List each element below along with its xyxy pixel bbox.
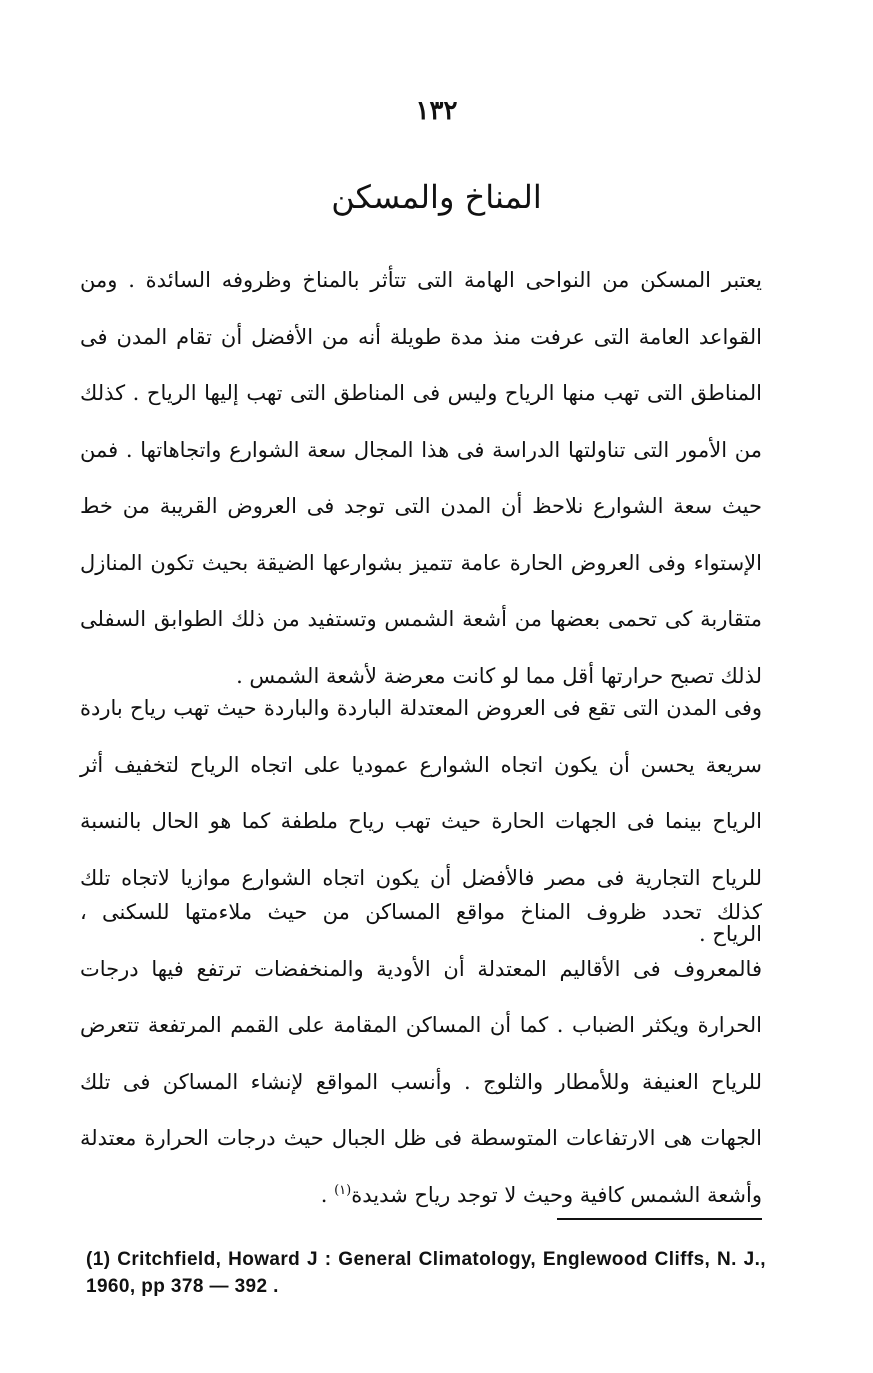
footnote-divider [557, 1218, 762, 1220]
paragraph-text: وفى المدن التى تقع فى العروض المعتدلة الباردة والباردة حيث تهب رياح باردة سريعة يحسن أن يكون اتجاه الشوارع عموديا على اتجاه الرياح لتخفيف أثر الرياح بينما فى الجهات الحارة حيث تهب رياح ملطفة كما هو الحال بالنسبة للرياح التجارية فى مصر فالأفضل أن يكون اتجاه الشوارع موازيا لاتجاه تلك الرياح . [80, 696, 762, 946]
paragraph-housing-sites [80, 884, 762, 1223]
footnote: (1) Critchfield, Howard J : General Climatology, Englewood Cliffs, N. J., 1960, pp 378 — 392 . [86, 1249, 766, 1297]
page-number: ١٣٢ [415, 96, 458, 126]
paragraph-text: كذلك تحدد ظروف المناخ مواقع المساكن من حيث ملاءمتها للسكنى ، فالمعروف فى الأقاليم المعتدلة أن الأودية والمنخفضات ترتفع فيها درجات الحرارة ويكثر الضباب . كما أن المساكن المقامة على القمم المرتفعة تتعرض للرياح العنيفة وللأمطار والثلوج . وأنسب المواقع لإنشاء المساكن فى تلك الجهات هى الارتفاعات المتوسطة فى ظل الجبال حيث درجات الحرارة معتدلة وأشعة الشمس كافية وحيث لا توجد رياح شديدة [80, 900, 762, 1207]
paragraph-text-with-footnote [80, 884, 762, 1223]
paragraph-climate-housing [80, 252, 762, 704]
paragraph-text: يعتبر المسكن من النواحى الهامة التى تتأثر بالمناخ وظروفه السائدة . ومن القواعد العامة التى عرفت منذ مدة طويلة أنه من الأفضل أن تقام المدن فى المناطق التى تهب منها الرياح وليس فى المناطق التى تهب إليها الرياح . كذلك من الأمور التى تناولتها الدراسة فى هذا المجال سعة الشوارع واتجاهاتها . فمن حيث سعة الشوارع نلاحظ أن المدن التى توجد فى العروض القريبة من خط الإستواء وفى العروض الحارة عامة تتميز بشوارعها الضيقة بحيث تكون المنازل متقاربة كى تحمى بعضها من أشعة الشمس وتستفيد من ذلك الطوابق السفلى لذلك تصبح حرارتها أقل مما لو كانت معرضة لأشعة الشمس . [80, 268, 762, 688]
paragraph-end-punctuation: . [320, 1182, 335, 1207]
footnote-reference: (١) [334, 1182, 352, 1198]
chapter-title: المناخ والمسكن [331, 178, 542, 216]
